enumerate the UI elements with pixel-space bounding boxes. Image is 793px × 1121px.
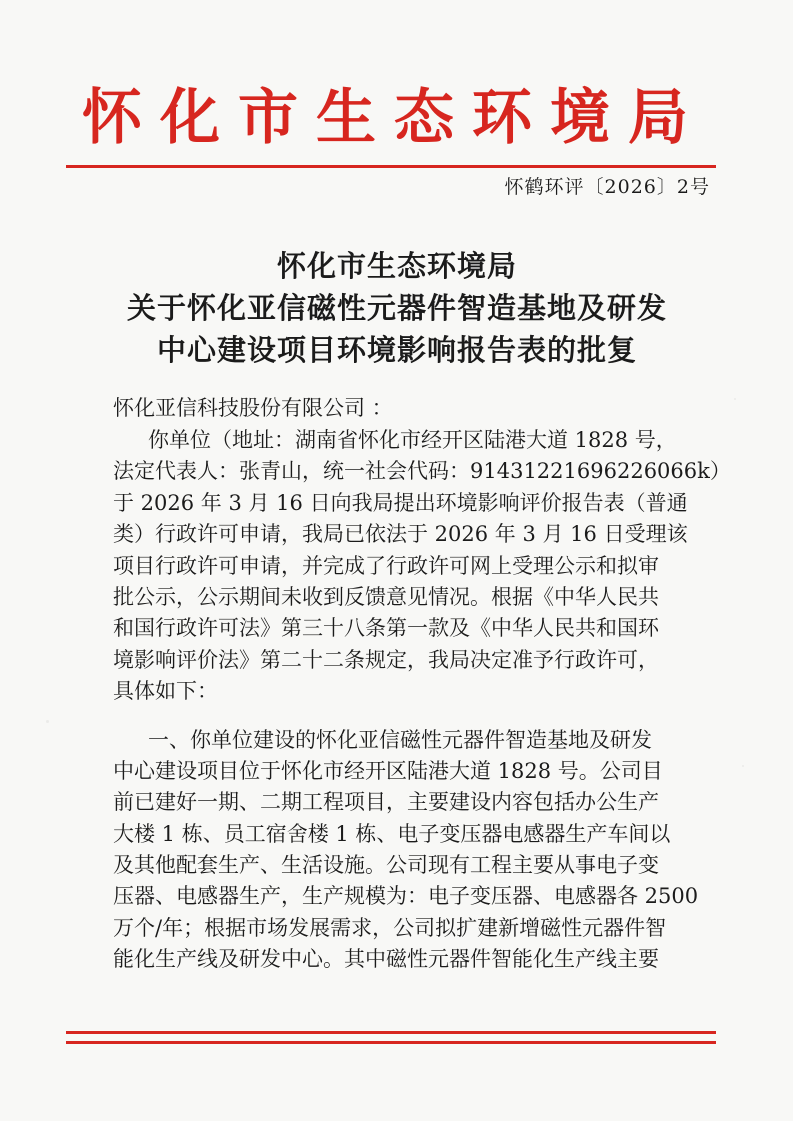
body-line: 批公示，公示期间未收到反馈意见情况。根据《中华人民共 [113, 584, 659, 609]
body-line: 具体如下： [113, 679, 218, 704]
body-line: 中心建设项目位于怀化市经开区陆港大道 1828 号。公司目 [113, 758, 663, 783]
agency-red-header: 怀化市生态环境局 [82, 83, 706, 153]
document-title [83, 245, 711, 371]
document-number: 怀鹤环评〔2026〕2号 [504, 176, 710, 198]
body-line: 及其他配套生产、生活设施。公司现有工程主要从事电子变 [113, 853, 659, 878]
footer-red-rule-top [66, 1031, 716, 1034]
body-line: 你单位（地址：湖南省怀化市经开区陆港大道 1828 号， [148, 428, 677, 452]
title-line: 中心建设项目环境影响报告表的批复 [156, 333, 637, 367]
body-line: 能化生产线及研发中心。其中磁性元器件智能化生产线主要 [113, 947, 659, 972]
body-line: 一、你单位建设的怀化亚信磁性元器件智造基地及研发 [148, 727, 652, 752]
header-red-rule [66, 165, 716, 168]
body-line: 大楼 1 栋、员工宿舍楼 1 栋、电子变压器电感器生产车间以 [113, 821, 671, 846]
title-line: 怀化市生态环境局 [276, 249, 517, 283]
body-line: 前已建好一期、二期工程项目，主要建设内容包括办公生产 [113, 790, 659, 815]
body-text [113, 425, 731, 976]
body-line: 境影响评价法》第二十二条规定，我局决定准予行政许可， [113, 647, 659, 672]
body-line: 和国行政许可法》第三十八条第一款及《中华人民共和国环 [113, 616, 659, 641]
body-line: 压器、电感器生产，生产规模为：电子变压器、电感器各 2500 [113, 884, 699, 909]
title-line: 关于怀化亚信磁性元器件智造基地及研发 [126, 291, 667, 325]
body-line: 类）行政许可申请，我局已依法于 2026 年 3 月 16 日受理该 [113, 522, 688, 547]
scan-dust-mark [742, 765, 744, 767]
scan-dust-mark [734, 398, 736, 400]
body-line: 法定代表人：张青山，统一社会代码：91431221696226066k） [113, 459, 731, 484]
body-line: 项目行政许可申请，并完成了行政许可网上受理公示和拟审 [113, 553, 659, 578]
scan-dust-mark [46, 720, 49, 723]
footer-red-rule-bottom [66, 1041, 716, 1044]
addressee: 怀化亚信科技股份有限公司 ： [113, 396, 393, 420]
body-line: 于 2026 年 3 月 16 日向我局提出环境影响评价报告表（普通 [113, 490, 688, 515]
body-line: 万个/年；根据市场发展需求，公司拟扩建新增磁性元器件智 [113, 915, 667, 940]
